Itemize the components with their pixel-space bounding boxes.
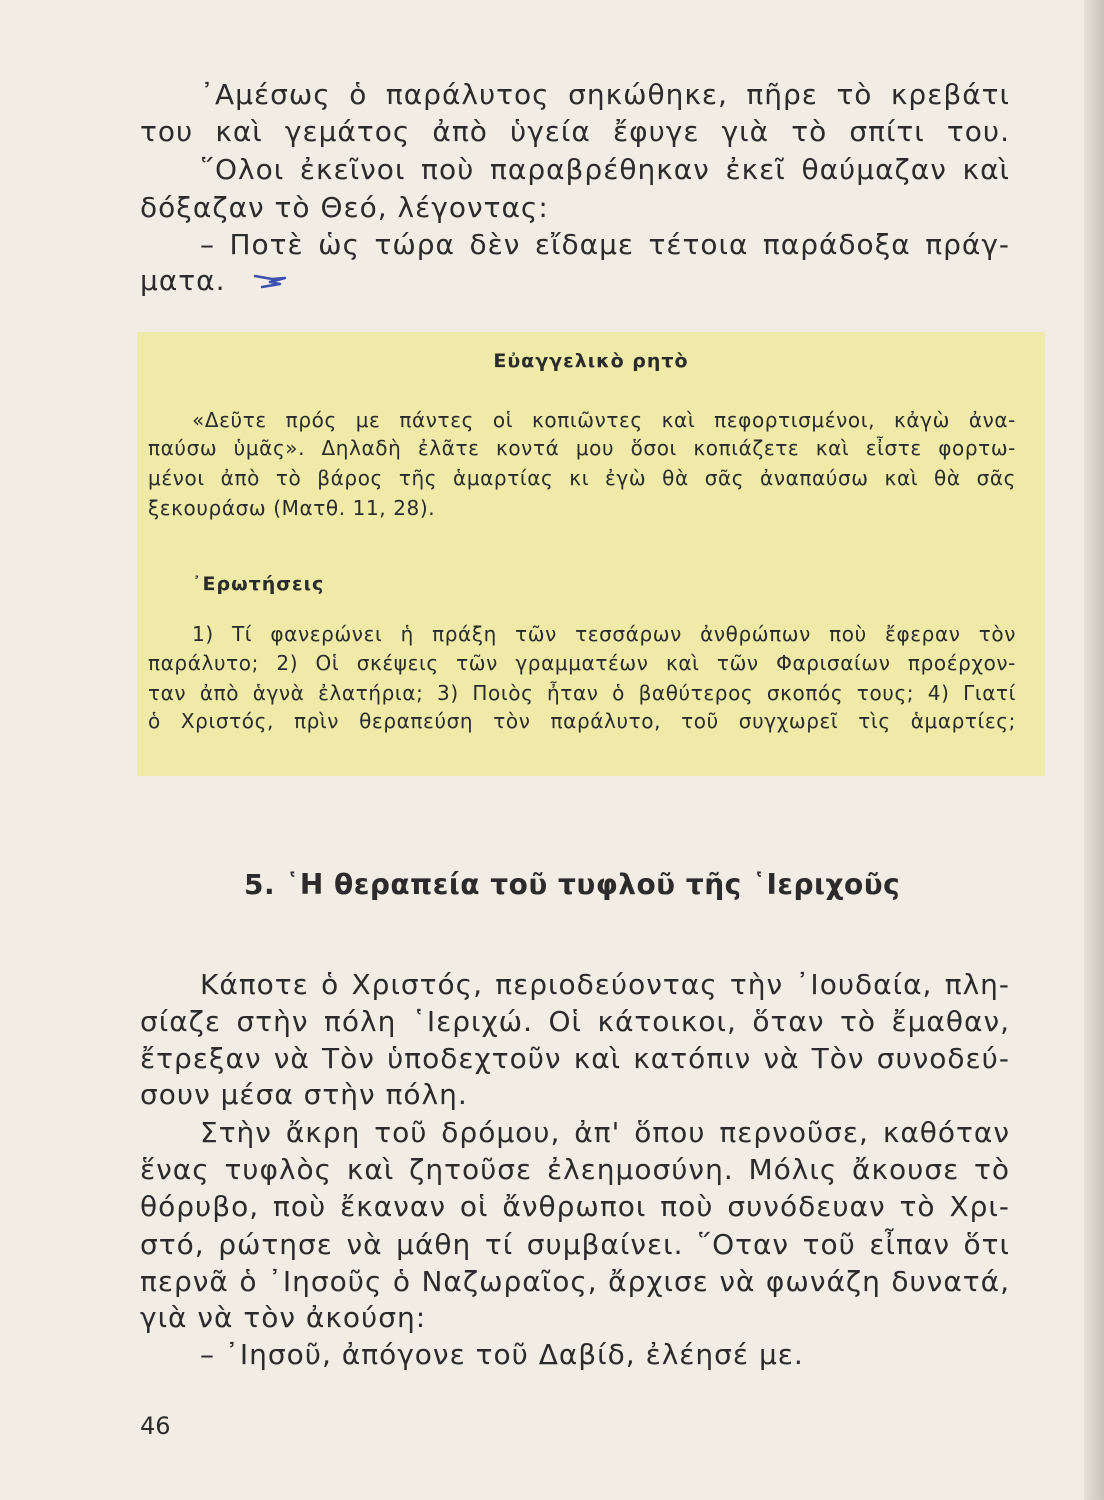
text-line: δόξαζαν τὸ Θεό, λέγοντας: <box>140 191 549 224</box>
text-line: ᾿Αμέσως ὁ παράλυτος σηκώθηκε, πῆρε τὸ κρεβάτι <box>200 78 1010 111</box>
text-line: ματα. <box>140 264 226 297</box>
quote-line: «Δεῦτε πρός με πάντες οἱ κοπιῶντες καὶ πεφορτισμένοι, κἀγὼ ἀνα- <box>192 408 1016 432</box>
text-line: Κάποτε ὁ Χριστός, περιοδεύοντας τὴν ᾿Ιουδαία, πλη- <box>200 968 1010 1001</box>
question-line: ταν ἀπὸ ἁγνὰ ἐλατήρια; 3) Ποιὸς ἦταν ὁ βαθύτερος σκοπός τους; 4) Γιατί <box>148 681 1016 705</box>
text-line: περνᾶ ὁ ᾿Ιησοῦς ὁ Ναζωραῖος, ἄρχισε νὰ φωνάζη δυνατά, <box>140 1265 1010 1298</box>
text-line: στό, ρώτησε νὰ μάθη τί συμβαίνει. ῞Οταν τοῦ εἶπαν ὅτι <box>140 1228 1010 1261</box>
text-line: ῞Ολοι ἐκεῖνοι ποὺ παραβρέθηκαν ἐκεῖ θαύμαζαν καὶ <box>200 153 1010 186</box>
text-line: γιὰ νὰ τὸν ἀκούση: <box>140 1301 427 1334</box>
text-line: σουν μέσα στὴν πόλη. <box>140 1078 468 1111</box>
question-line: παράλυτο; 2) Οἱ σκέψεις τῶν γραμματέων καὶ τῶν Φαρισαίων προέρχον- <box>148 651 1016 675</box>
text-line: σίαζε στὴν πόλη ῾Ιεριχώ. Οἱ κάτοικοι, ὅταν τὸ ἔμαθαν, <box>140 1005 1010 1038</box>
section-title: 5. ῾Η θεραπεία τοῦ τυφλοῦ τῆς ῾Ιεριχοῦς <box>244 868 901 901</box>
page-edge <box>1084 0 1104 1500</box>
question-line: ὁ Χριστός, πρὶν θεραπεύση τὸν παράλυτο, τοῦ συγχωρεῖ τὶς ἁμαρτίες; <box>148 709 1016 733</box>
quote-line: παύσω ὑμᾶς». Δηλαδὴ ἐλᾶτε κοντά μου ὅσοι κοπιάζετε καὶ εἶστε φορτω- <box>148 436 1016 460</box>
page-number: 46 <box>140 1412 171 1440</box>
text-line: ἕνας τυφλὸς καὶ ζητοῦσε ἐλεημοσύνη. Μόλις ἄκουσε τὸ <box>140 1153 1010 1186</box>
questions-title: ᾿Ερωτήσεις <box>192 573 325 595</box>
text-line: Στὴν ἄκρη τοῦ δρόμου, ἀπ' ὅπου περνοῦσε, καθόταν <box>200 1116 1010 1149</box>
quote-line: ξεκουράσω (Ματθ. 11, 28). <box>148 496 436 520</box>
text-line: του καὶ γεμάτος ἀπὸ ὑγεία ἔφυγε γιὰ τὸ σπίτι του. <box>140 115 1010 148</box>
pen-mark-icon <box>252 272 288 290</box>
text-line: θόρυβο, ποὺ ἔκαναν οἱ ἄνθρωποι ποὺ συνόδευαν τὸ Χρι- <box>140 1190 1010 1223</box>
text-line: – Ποτὲ ὡς τώρα δὲν εἴδαμε τέτοια παράδοξα πράγ- <box>200 228 1010 261</box>
quote-line: μένοι ἀπὸ τὸ βάρος τῆς ἁμαρτίας κι ἐγὼ θὰ σᾶς ἀναπαύσω καὶ θὰ σᾶς <box>148 466 1016 490</box>
text-line: ἔτρεξαν νὰ Τὸν ὑποδεχτοῦν καὶ κατόπιν νὰ Τὸν συνοδεύ- <box>140 1042 1010 1075</box>
text-line: – ᾿Ιησοῦ, ἀπόγονε τοῦ Δαβίδ, ἐλέησέ με. <box>200 1338 804 1371</box>
box-title: Εὐαγγελικὸ ρητὸ <box>493 350 689 372</box>
question-line: 1) Τί φανερώνει ἡ πράξη τῶν τεσσάρων ἀνθρώπων ποὺ ἔφεραν τὸν <box>192 622 1016 646</box>
